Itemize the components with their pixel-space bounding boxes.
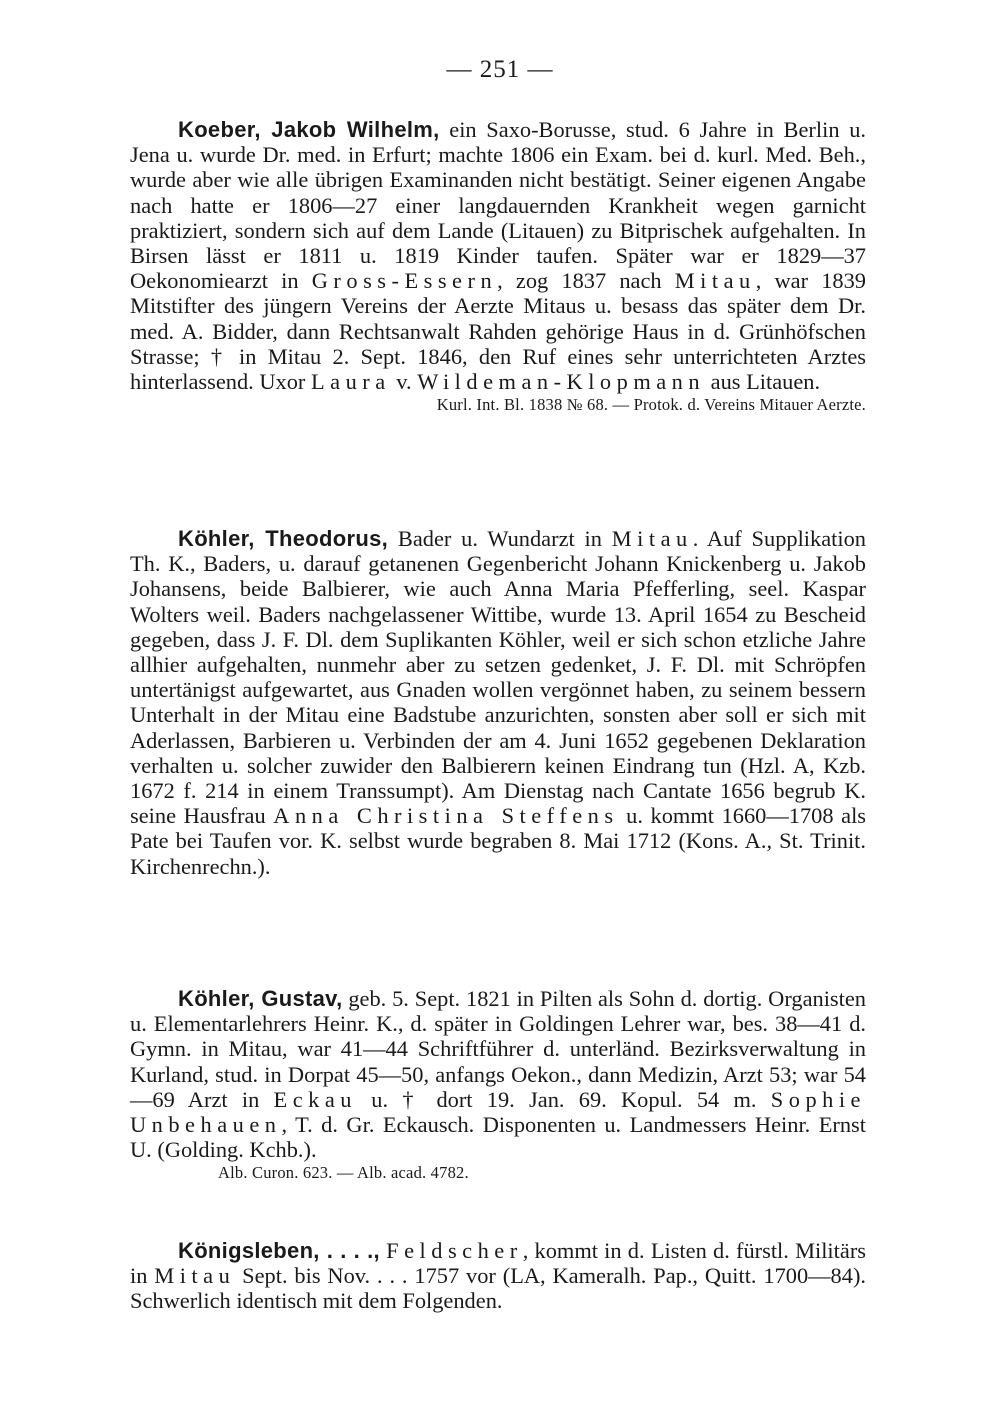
- entry-koenigsleben: [130, 1238, 866, 1314]
- entry-koehler-theodorus: [130, 526, 866, 879]
- entry-text: , war 1839 Mitstifter des jüngern Vereins der Aerzte Mitaus u. besass das später dem Dr. med. A. Bidder, dann Rechtsanwalt Rahden gehörige Haus in d. Grünhöfschen Strasse; † in Mitau 2. Sept. 1846, den Ruf eines sehr unterrichteten Arztes hinterlassend. Uxor: [130, 268, 866, 395]
- entry-text: Sept. bis Nov. . . . 1757 vor (LA, Kameralh. Pap., Quitt. 1700—84). Schwerlich identisch mit dem Folgenden.: [130, 1263, 866, 1314]
- spaced-person-name: Wildeman-Klopmann: [417, 369, 706, 395]
- spaced-place-name: Mitau: [674, 268, 756, 294]
- entry-heading: Köhler, Theodorus,: [178, 526, 389, 551]
- spaced-place-name: Mitau: [154, 1263, 236, 1289]
- entry-koeber: [130, 117, 866, 416]
- spaced-person-name: Anna Christina Steffens: [273, 803, 619, 829]
- entry-body: [130, 986, 866, 1162]
- source-citation: Kurl. Int. Bl. 1838 № 68. — Protok. d. Vereins Mitauer Aerzte.: [436, 395, 866, 415]
- entry-text: Bader u. Wundarzt in: [388, 526, 612, 551]
- entry-text: v.: [390, 369, 418, 395]
- entry-text: u. kommt 1660—1708 als Pate bei Taufen vor. K. selbst wurde begraben 8. Mai 1712 (Kons. A., St. Trinit. Kirchenrechn.).: [130, 803, 867, 879]
- entry-body: [130, 526, 866, 879]
- entry-text: , zog 1837 nach: [497, 268, 675, 294]
- entry-text: aus Litauen.: [705, 369, 821, 395]
- entry-koehler-gustav: [130, 986, 866, 1184]
- entry-text: , T. d. Gr. Eckausch. Disponenten u. Landmessers Heinr. Ernst U. (Golding. Kchb.).: [130, 1112, 866, 1163]
- spaced-place-name: Gross-Essern: [311, 268, 498, 294]
- entry-text: , kommt in d. Listen d. fürstl. Militärs in: [130, 1238, 866, 1289]
- spaced-place-name: Eckau: [273, 1086, 357, 1112]
- entry-text: geb. 5. Sept. 1821 in Pilten als Sohn d. dortig. Organisten u. Elementarlehrers Heinr. K., d. später in Goldingen Lehrer war, bes. 38—41 d. Gymn. in Mitau, war 41—44 Schriftführer d. unterländ. Bezirksverwaltung in Kurland, stud. in Dorpat 45—50, anfangs Oekon., dann Medizin, Arzt 53; war 54—69 Arzt in: [130, 986, 866, 1112]
- entry-text: . Auf Supplikation Th. K., Baders, u. darauf getanenen Gegenbericht Johann Knickenberg u. Jakob Johansens, beide Balbierer, wie auch Anna Maria Pfefferling, seel. Kaspar Wolters weil. Baders nachgelassener Wittibe, wurde 13. April 1654 zu Bescheid gegeben, dass J. F. Dl. dem Suplikanten Köhler, weil er sich schon etzliche Jahre allhier aufgehalten, nunmehr aber zu setzen gedenket, J. F. Dl. mit Schröpfen untertänigst aufgewartet, aus Gnaden wollen vergönnet haben, zu seinem bessern Unterhalt in der Mitau eine Badstube anzurichten, sonsten aber soll er sich mit Aderlassen, Barbieren u. Verbinden der am 4. Juni 1652 gegebenen Deklaration verhalten u. solcher zuwider den Balbierern keinen Eindrang tun (Hzl. A, Kzb. 1672 f. 214 in einem Transsumpt). Am Dienstag nach Cantate 1656 begrub K. seine Hausfrau: [130, 526, 866, 829]
- entry-heading: Koeber, Jakob Wilhelm,: [178, 117, 440, 142]
- entry-text: ein Saxo-Borusse, stud. 6 Jahre in Berlin u. Jena u. wurde Dr. med. in Erfurt; machte 1806 ein Exam. bei d. kurl. Med. Beh., wurde aber wie alle übrigen Examinanden nicht bestätigt. Seiner eigenen Angabe nach hatte er 1806—27 einer langdauernden Krankheit wegen garnicht praktiziert, sondern sich auf dem Lande (Litauen) zu Bitprischek aufgehalten. In Birsen lässt er 1811 u. 1819 Kinder taufen. Später war er 1829—37 Oekonomiearzt in: [130, 117, 867, 294]
- entry-heading: Köhler, Gustav,: [178, 986, 343, 1011]
- spaced-place-name: Mitau: [611, 526, 693, 551]
- spaced-person-name: Laura: [310, 369, 391, 395]
- spaced-person-name: Sophie Unbehauen: [130, 1086, 866, 1138]
- entry-body: [130, 1238, 866, 1314]
- entry-text: u. † dort 19. Jan. 69. Kopul. 54 m.: [357, 1086, 771, 1112]
- entry-body: [130, 117, 866, 394]
- spaced-occupation: Feldscher: [386, 1238, 523, 1263]
- entry-heading: Königsleben, . . . .,: [178, 1238, 380, 1263]
- source-citation: Alb. Curon. 623. — Alb. acad. 4782.: [218, 1163, 469, 1183]
- page-number: — 251 —: [446, 56, 554, 83]
